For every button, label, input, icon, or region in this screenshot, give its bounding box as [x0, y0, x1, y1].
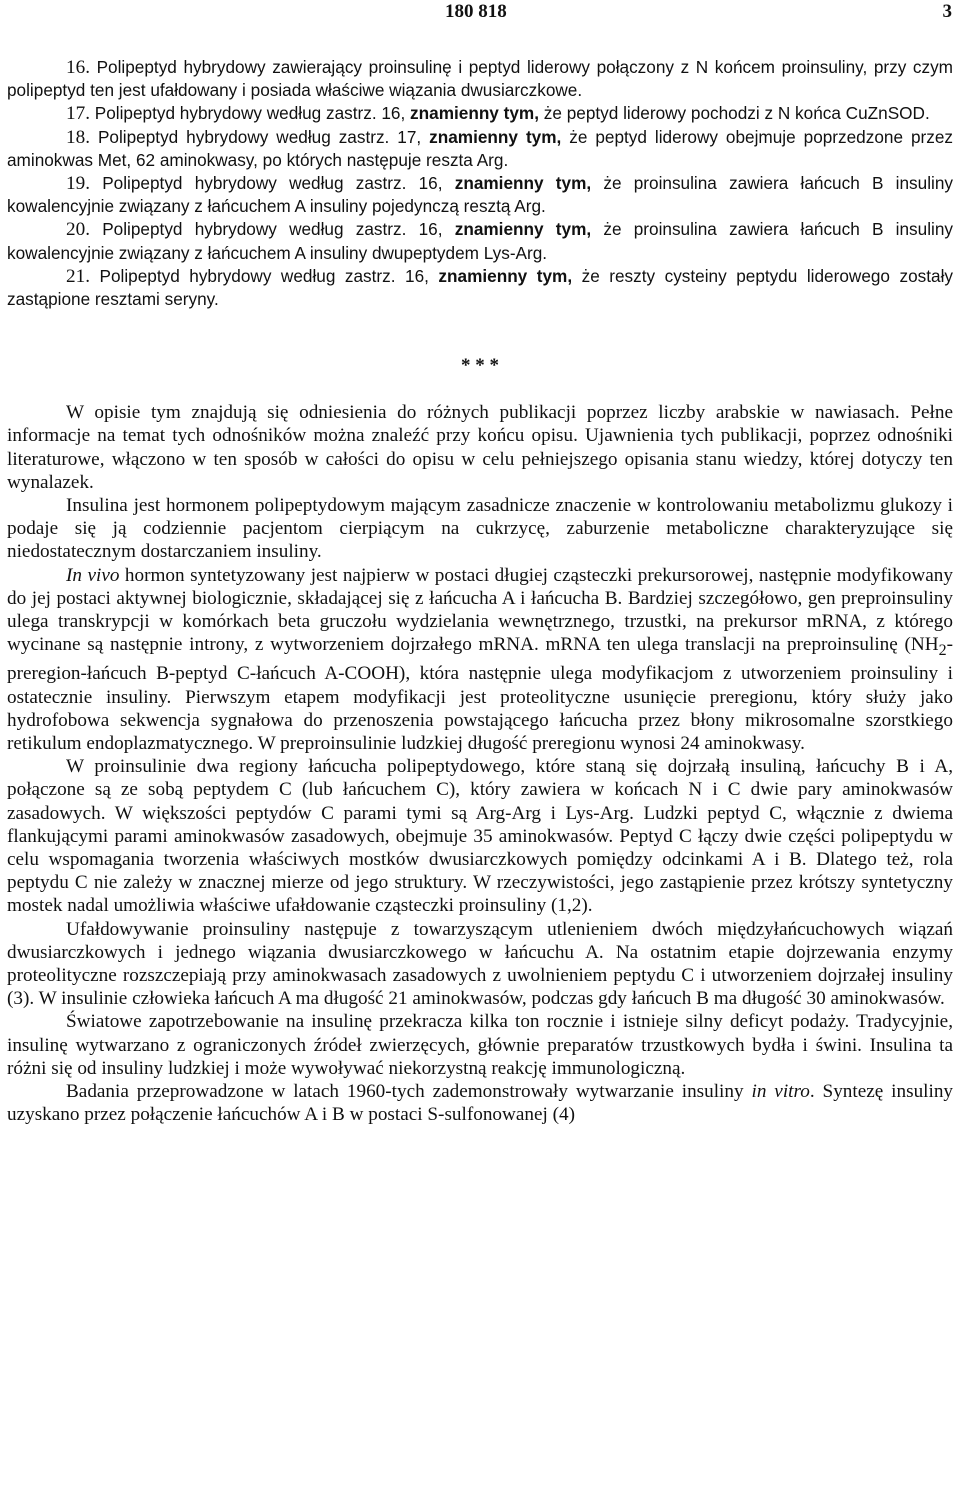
paragraph-text: . Syntezę insuliny uzyskano przez połączenie łańcuchów A i B w postaci S-sulfonowanej (4) — [7, 1080, 954, 1126]
claim-number: 21. — [66, 265, 90, 287]
paragraph-text: -preregion-łańcuch B-peptyd C-łańcuch A-COOH), która następnie ulega modyfikacjom z utworzeniem proinsuliny i ostatecznie insuliny. Pierwszym etapem modyfikacji jest proteolityczne usunięcie preregionu, który służy jako hydrofobowa sekwencja sygnałowa do przenoszenia powstającego łańcucha przez błony mikrosomalne szorstkiego retikulum endoplazmatycznego. W preproinsulinie ludzkiej długość preregionu wynosi 24 aminokwasy. — [7, 634, 953, 754]
paragraph-text: Badania przeprowadzone w latach 1960-tych zademonstrowały wytwarzanie insuliny — [66, 1080, 752, 1102]
claim-17 — [7, 102, 953, 125]
patent-number: 180 818 — [445, 1, 507, 22]
paragraph-insulin-intro: Insulina jest hormonem polipeptydowym mającym zasadnicze znaczenie w kontrolowaniu metabolizmu glukozy i podaje się ją codziennie pacjentom cierpiącym na cukrzycę, zaburzenie metaboliczne charakteryzujące się niedostatecznym dostarczaniem insuliny. — [7, 495, 953, 563]
claim-text-tail: że peptyd liderowy pochodzi z N końca CuZnSOD. — [543, 103, 930, 124]
claim-20 — [7, 218, 953, 264]
italic-term: in vitro — [751, 1080, 810, 1102]
claim-keyword: znamienny tym, — [438, 265, 573, 286]
claim-number: 18. — [66, 126, 90, 148]
claim-text-lead: Polipeptyd hybrydowy według zastrz. 16, — [94, 103, 406, 124]
claim-keyword: znamienny tym, — [410, 103, 539, 124]
paragraph-proinsulin: W proinsulinie dwa regiony łańcucha polipeptydowego, które staną się dojrzałą insuliną, łańcuchy B i A, połączone są ze sobą peptydem C (lub łańcuchem C), który zawiera w końcach N i C dwie pary aminokwasów zasadowych. W większości peptydów C parami tymi są Arg-Arg i Lys-Arg. Ludzki peptyd C, włącznie z dwiema flankującymi parami aminokwasów zasadowych, obejmuje 35 aminokwasów. Peptyd C łączy dwie części polipeptydu w celu wspomagania tworzenia właściwych mostków dwusiarczkowych pomiędzy odcinkami A i B. Dlatego też, rola peptydu C nie zależy w znacznej mierze od jego struktury. W rzeczywistości, jego zastąpienie przez krótszy syntetyczny mostek nadal umożliwia właściwe ufałdowanie cząsteczki proinsuliny (1,2). — [7, 756, 953, 917]
claim-keyword: znamienny tym, — [454, 219, 592, 240]
claim-text-tail: że proinsulina zawiera łańcuch B insuliny kowalencyjnie związany z łańcuchem A insuliny pojedynczą resztą Arg. — [7, 173, 953, 217]
claim-21 — [7, 265, 953, 311]
paragraph-demand: Światowe zapotrzebowanie na insulinę przekracza kilka ton rocznie i istnieje silny deficyt podaży. Tradycyjnie, insulinę wytwarzano z ograniczonych źródeł zwierzęcych, głównie preparatów trzustkowych bydła i świni. Insulina ta różni się od insuliny ludzkiej i może wywoływać niekorzystną reakcję immunologiczną. — [7, 1011, 953, 1079]
claim-text-tail: że peptyd liderowy obejmuje poprzedzone przez aminokwas Met, 62 aminokwasy, po których następuje reszta Arg. — [7, 126, 953, 170]
paragraph-in-vivo — [7, 564, 953, 755]
paragraph-in-vitro — [7, 1080, 953, 1126]
claim-text-tail: że reszty cysteiny peptydu liderowego zostały zastąpione resztami seryny. — [7, 265, 953, 310]
page-number: 3 — [942, 1, 952, 22]
page-header — [0, 0, 960, 26]
claim-number: 20. — [66, 219, 90, 241]
claim-text: Polipeptyd hybrydowy zawierający proinsulinę i peptyd liderowy połączony z N końcem proinsuliny, przy czym polipeptyd ten jest ufałdowany i posiada właściwe wiązania dwusiarczkowe. — [7, 57, 954, 101]
claim-number: 16. — [66, 57, 90, 78]
claim-text-lead: Polipeptyd hybrydowy według zastrz. 16, — [102, 173, 443, 194]
claim-16 — [7, 56, 953, 102]
claim-number: 17. — [66, 103, 90, 125]
paragraph-folding: Ufałdowywanie proinsuliny następuje z towarzyszącym utlenieniem dwóch międzyłańcuchowych wiązań dwusiarczkowych i jednego wiązania dwusiarczkowego w łańcuchu A. Na ostatnim etapie dojrzewania enzymy proteolityczne rozszczepiają przy aminokwasach zasadowych z uwolnieniem peptydu C i utworzeniem dojrzałej insuliny (3). W insulinie człowieka łańcuch A ma długość 21 aminokwasów, podczas gdy łańcuch B ma długość 30 aminokwasów. — [7, 918, 953, 1010]
subscript: 2 — [938, 642, 947, 660]
italic-term: In vivo — [66, 564, 120, 586]
claim-19 — [7, 172, 953, 218]
claim-keyword: znamienny tym, — [454, 173, 592, 194]
claim-text-lead: Polipeptyd hybrydowy według zastrz. 17, — [97, 126, 422, 147]
document-body — [7, 56, 953, 1126]
section-separator: * * * — [461, 355, 499, 377]
claim-number: 19. — [66, 173, 90, 195]
claim-text-lead: Polipeptyd hybrydowy według zastrz. 16, — [99, 265, 429, 286]
paragraph-references: W opisie tym znajdują się odniesienia do różnych publikacji poprzez liczby arabskie w nawiasach. Pełne informacje na temat tych odnośników można znaleźć przy końcu opisu. Ujawnienia tych publikacji, poprzez odnośniki literaturowe, włączono w ten sposób w całości do opisu w celu pełniejszego opisania stanu wiedzy, której dotyczy ten wynalazek. — [7, 402, 953, 493]
claim-18 — [7, 126, 953, 172]
claim-text-lead: Polipeptyd hybrydowy według zastrz. 16, — [102, 219, 443, 240]
paragraph-text: hormon syntetyzowany jest najpierw w postaci długiej cząsteczki prekursorowej, następnie modyfikowany do jej postaci aktywnej biologicznie, składającej się z łańcucha A i łańcucha B. Bardziej szczegółowo, gen preproinsuliny ulega transkrypcji w komórkach beta gruczołu wydzielania wewnętrznego, trzustki, na prekursor mRNA, z którego wycinane są następnie introny, z wytworzeniem dojrzałego mRNA. mRNA ten ulega translacji na preproinsulinę (NH — [7, 564, 953, 656]
claim-keyword: znamienny tym, — [429, 126, 562, 147]
claim-text-tail: że proinsulina zawiera łańcuch B insuliny kowalencyjnie związany z łańcuchem A insuliny dwupeptydem Lys-Arg. — [7, 219, 953, 263]
